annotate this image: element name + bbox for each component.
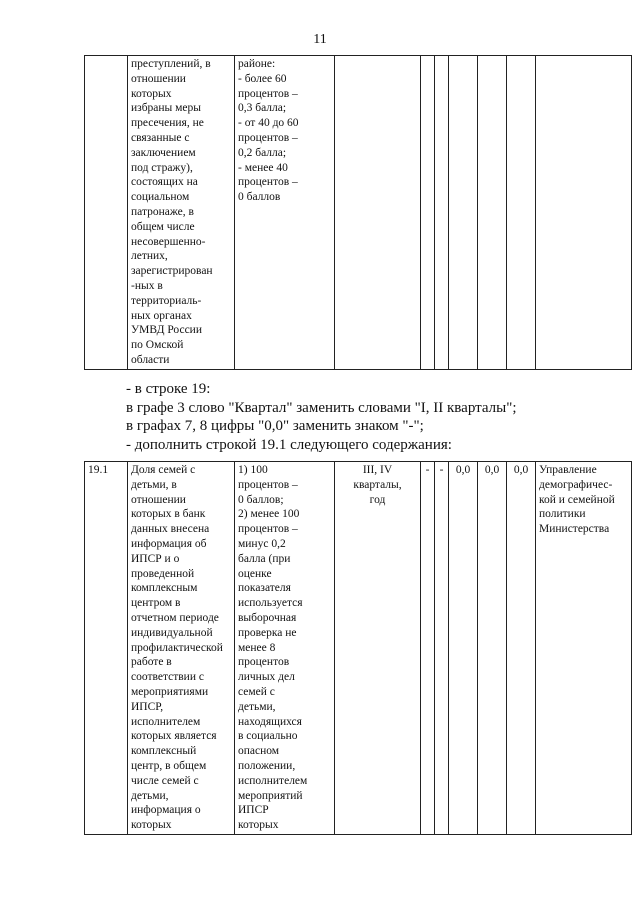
cell-value-4: 0,0	[478, 462, 507, 835]
cell-period	[335, 56, 421, 370]
instruction-line: - дополнить строкой 19.1 следующего содержания:	[126, 436, 452, 453]
cell-value-5: 0,0	[507, 462, 536, 835]
table-continuation	[84, 55, 632, 370]
cell-value-3: 0,0	[449, 462, 478, 835]
cell-value-5	[507, 56, 536, 370]
cell-value-1	[421, 56, 435, 370]
cell-criteria: 1) 100 процентов – 0 баллов; 2) менее 100 процентов – минус 0,2 балла (при оценке показателя используется выборочная проверка не менее 8 процентов личных дел семей с детьми, находящихся в социально опасном положении, исполнителем мероприятий ИПСР которых	[235, 462, 335, 835]
cell-value-1: -	[421, 462, 435, 835]
page-number: 11	[313, 32, 327, 47]
cell-indicator-name: преступлений, в отношении которых избраны меры пресечения, не связанные с заключением под стражу), состоящих на социальном патронаже, в общем числе несовершенно- летних, зарегистрирован -ных в территориаль- ных органах УМВД России по Омской области	[128, 56, 235, 370]
cell-value-2	[435, 56, 449, 370]
cell-responsible: Управление демографичес- кой и семейной политики Министерства	[536, 462, 632, 835]
cell-period: III, IV кварталы, год	[335, 462, 421, 835]
instruction-line: в графах 7, 8 цифры "0,0" заменить знаком "-";	[126, 418, 424, 434]
amendment-instructions	[126, 380, 517, 454]
cell-indicator-name: Доля семей с детьми, в отношении которых в банк данных внесена информация об ИПСР и о проведенной комплексным центром в отчетном периоде индивидуальной профилактической работе в соответствии с мероприятиями ИПСР, исполнителем которых является комплексный центр, в общем числе семей с детьми, информация о которых	[128, 462, 235, 835]
cell-value-4	[478, 56, 507, 370]
cell-number: 19.1	[85, 462, 128, 835]
cell-value-2: -	[435, 462, 449, 835]
cell-value-3	[449, 56, 478, 370]
cell-criteria: районе: - более 60 процентов – 0,3 балла; - от 40 до 60 процентов – 0,2 балла; - менее 40 процентов – 0 баллов	[235, 56, 335, 370]
instruction-line: в графе 3 слово "Квартал" заменить словами "I, II кварталы";	[126, 399, 517, 416]
table-row-19-1	[84, 461, 632, 835]
cell-number	[85, 56, 128, 370]
cell-responsible	[536, 56, 632, 370]
instruction-line: - в строке 19:	[126, 381, 211, 397]
